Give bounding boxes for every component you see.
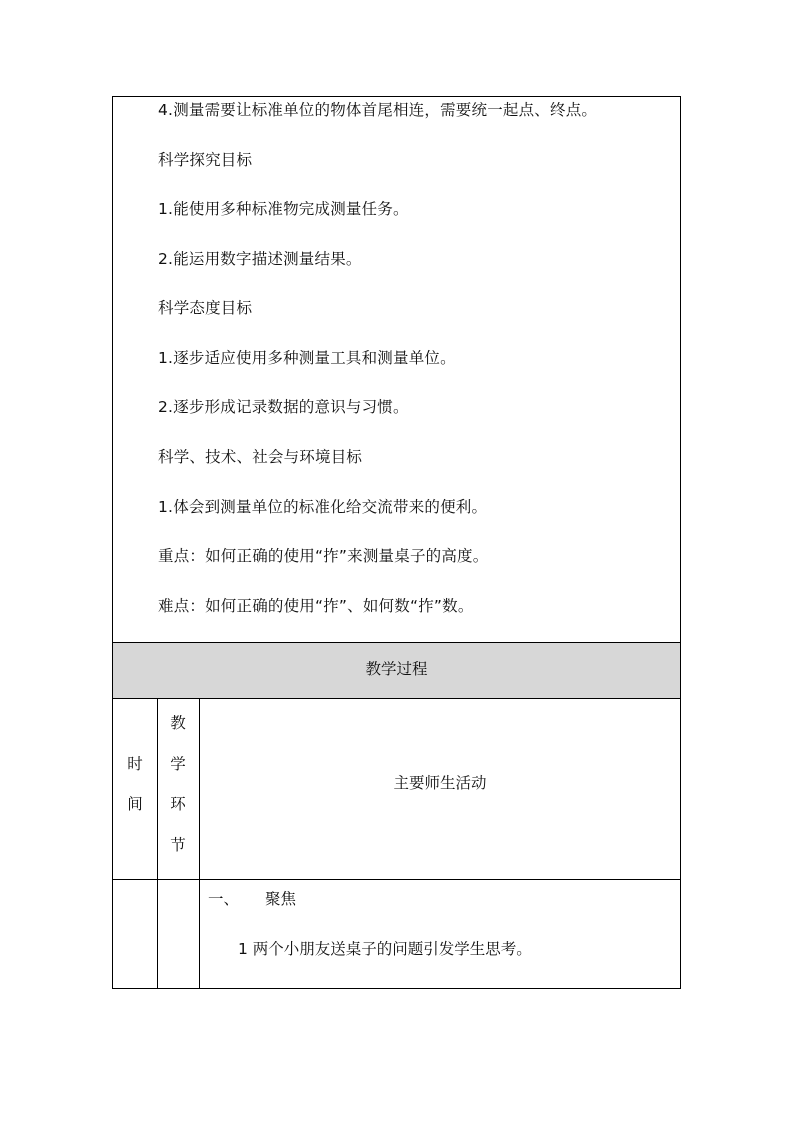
- objective-line-4: 1.逐步适应使用多种测量工具和测量单位。: [158, 349, 456, 367]
- stage-label-char: 教: [170, 714, 186, 732]
- key-point: 重点：如何正确的使用“拃”来测量桌子的高度。: [158, 547, 489, 565]
- main-activity-label: 主要师生活动: [393, 774, 487, 792]
- column-divider: [199, 880, 200, 988]
- stage-label-char: 节: [170, 836, 186, 854]
- activity-row: [113, 880, 680, 988]
- objective-line-5: 2.逐步形成记录数据的意识与习惯。: [158, 398, 409, 416]
- activity-item: 1 两个小朋友送桌子的问题引发学生思考。: [238, 940, 532, 958]
- process-header: [113, 643, 680, 699]
- objective-heading-attitude: 科学态度目标: [158, 299, 253, 317]
- section-number: 一、: [208, 890, 240, 908]
- time-label-char: 间: [127, 795, 143, 813]
- objective-heading-inquiry: 科学探究目标: [158, 151, 253, 169]
- lesson-plan-table: [112, 96, 681, 989]
- objective-line-1: 4.测量需要让标准单位的物体首尾相连，需要统一起点、终点。: [158, 101, 598, 119]
- section-title: 聚焦: [265, 890, 297, 908]
- process-header-title: 教学过程: [365, 660, 428, 678]
- stage-label-char: 环: [170, 795, 186, 813]
- column-divider: [157, 699, 158, 879]
- objective-line-6: 1.体会到测量单位的标准化给交流带来的便利。: [158, 498, 488, 516]
- stage-label-char: 学: [170, 755, 186, 773]
- objective-line-2: 1.能使用多种标准物完成测量任务。: [158, 200, 409, 218]
- column-divider: [157, 880, 158, 988]
- objectives-cell: [113, 97, 680, 643]
- time-label-char: 时: [127, 755, 143, 773]
- difficult-point: 难点：如何正确的使用“拃”、如何数“拃”数。: [158, 597, 474, 615]
- objective-heading-stse: 科学、技术、社会与环境目标: [158, 448, 363, 466]
- column-header-row: [113, 699, 680, 880]
- objective-line-3: 2.能运用数字描述测量结果。: [158, 250, 362, 268]
